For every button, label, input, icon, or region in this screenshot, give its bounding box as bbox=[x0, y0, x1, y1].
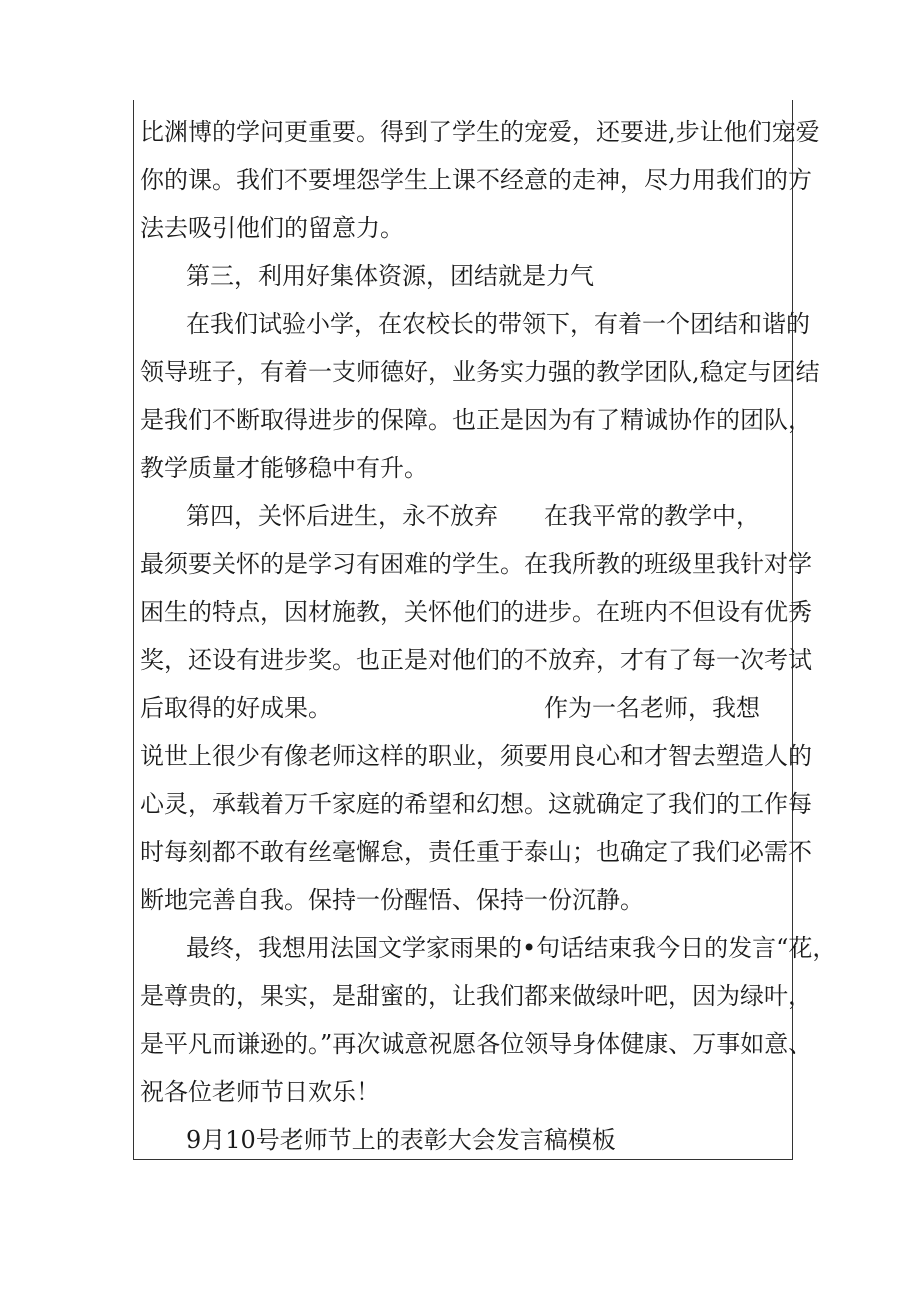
paragraph-line: 奖，还设有进步奖。也正是对他们的不放弃，才有了每一次考试 bbox=[140, 646, 812, 674]
section-heading-4: 第四，关怀后进生，永不放弃 bbox=[186, 502, 498, 530]
paragraph-line: 最终，我想用法国文学家雨果的•句话结束我今日的发言“花， bbox=[186, 934, 837, 962]
paragraph-line: 是尊贵的，果实，是甜蜜的，让我们都来做绿叶吧，因为绿叶， bbox=[140, 982, 812, 1010]
section-heading-3: 第三，利用好集体资源，团结就是力气 bbox=[186, 262, 594, 290]
paragraph-line: 后取得的好成果。 bbox=[140, 694, 332, 722]
paragraph-line: 在我平常的教学中， bbox=[544, 502, 760, 530]
paragraph-line: 最须要关怀的是学习有困难的学生。在我所教的班级里我针对学 bbox=[140, 550, 812, 578]
paragraph-line: 作为一名老师，我想 bbox=[544, 694, 760, 722]
paragraph-line: 法去吸引他们的留意力。 bbox=[140, 214, 404, 242]
paragraph-line: 断地完善自我。保持一份醒悟、保持一份沉静。 bbox=[140, 886, 644, 914]
paragraph-line: 心灵，承载着万千家庭的希望和幻想。这就确定了我们的工作每 bbox=[140, 790, 812, 818]
paragraph-line: 是我们不断取得进步的保障。也正是因为有了精诚协作的团队， bbox=[140, 406, 812, 434]
paragraph-line: 你的课。我们不要埋怨学生上课不经意的走神，尽力用我们的方 bbox=[140, 166, 812, 194]
paragraph-line: 是平凡而谦逊的。”再次诚意祝愿各位领导身体健康、万事如意、 bbox=[140, 1030, 813, 1058]
paragraph-line: 教学质量才能够稳中有升。 bbox=[140, 454, 428, 482]
paragraph-line: 说世上很少有像老师这样的职业，须要用良心和才智去塑造人的 bbox=[140, 742, 812, 770]
paragraph-line: 困生的特点，因材施教，关怀他们的进步。在班内不但设有优秀 bbox=[140, 598, 812, 626]
paragraph-line: 祝各位老师节日欢乐！ bbox=[140, 1078, 380, 1106]
paragraph-line: 比渊博的学问更重要。得到了学生的宠爱，还要进,步让他们宠爱 bbox=[140, 118, 820, 146]
paragraph-line: 时每刻都不敢有丝毫懈怠，责任重于泰山；也确定了我们必需不 bbox=[140, 838, 812, 866]
document-title-footer: 9月10号老师节上的表彰大会发言稿模板 bbox=[186, 1126, 616, 1154]
paragraph-line: 领导班子，有着一支师德好，业务实力强的教学团队,稳定与团结 bbox=[140, 358, 820, 386]
paragraph-line: 在我们试验小学，在农校长的带领下，有着一个团结和谐的 bbox=[186, 310, 810, 338]
